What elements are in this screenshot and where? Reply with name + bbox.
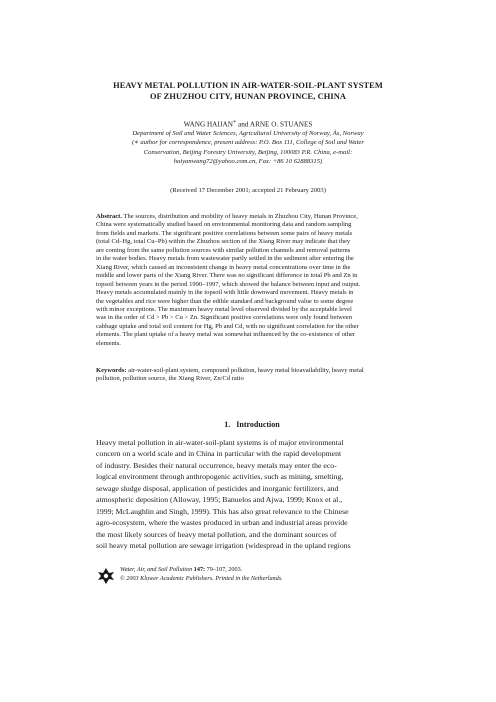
abstract-line: topsoil between years in the period 1990–1997, which showed the balance between input and output. [96,280,361,288]
footer-text [120,566,283,583]
abstract-line: the vegetables and rice were higher than the edible standard and background value to some degree [96,297,354,305]
keywords-line: Keywords: air-water-soil-plant system, compound pollution, heavy metal bioavailability, heavy metal [96,367,364,374]
abstract-line: elements. The plant uptake of a heavy metal was somewhat influenced by the co-existence of other [96,331,356,339]
abstract-line: (total Cd–Hg, total Cu–Pb) within the Zhuzhou section of the Xiang River may indicate that they [96,238,351,246]
paper-title [80,80,416,102]
body-line: 1999; McLaughlin and Singh, 1999). This has also great relevance to the Chinese [96,506,349,516]
section-title: Introduction [236,420,280,429]
abstract-label: Abstract. [96,213,122,220]
body-line: logical environment through anthropogenic activities, such as mining, smelting, [96,472,344,482]
copyright-line: © 2003 Kluwer Academic Publishers. Printed in the Netherlands. [120,574,283,582]
affiliation-line-3: Conservation, Beijing Forestry University, Beijing, 100083 P.R. China, e-mail: [143,148,353,156]
affiliation [90,129,406,166]
journal-volume: 147: [192,566,206,573]
affiliation-line-4: haiyanwang72@yahoo.com.cn, Fax: +86 10 62888315) [173,157,323,165]
affiliation-line-1: Department of Soil and Water Sciences, Agricultural University of Norway, Ås, Norway [132,130,364,137]
body-line: soil heavy metal pollution are sewage irrigation (widespread in the upland regions [96,541,351,551]
abstract-line: with minor exceptions. The maximum heavy metal level observed divided by the acceptable level [96,305,352,313]
abstract-line: Xiang River, which caused an inconsistent change in heavy metal concentrations over time in the [96,263,351,271]
abstract-line: from fields and markets. The significant positive correlations between some pairs of heavy metals [96,229,353,237]
section-number: 1. [224,420,231,429]
received-dates: (Received 17 December 2001; accepted 21 February 2003) [170,187,326,194]
journal-footer [96,566,408,588]
journal-pages: 79–107, 2003. [205,566,243,573]
author-name-1: WANG HAIJAN [183,120,233,129]
journal-name: Water, Air, and Soil Pollution [120,566,193,573]
journal-citation [120,566,283,575]
body-line: concern on a world scale and in China in particular with the rapid development [96,449,342,459]
body-line: atmospheric deposition (Alloway, 1995; Banuelos and Ajwa, 1999; Knox et al., [96,495,343,505]
abstract-line: are coming from the same pollution sources with similar pollution channels and removal patterns [96,246,351,254]
abstract-line: cabbage uptake and total soil content for Hg, Pb and Cd, with no significant correlation for the other [96,322,359,330]
correspondence-marker: ∗ [232,120,237,125]
publisher-logo-icon [96,566,116,586]
abstract-line: Heavy metals accumulated mainly in the topsoil with little downward movement. Heavy metals in [96,289,354,297]
keywords-label: Keywords: [96,367,127,374]
title-line-1: HEAVY METAL POLLUTION IN AIR-WATER-SOIL-PLANT SYSTEM [113,81,383,90]
author-name-2: and ARNE O. STUANES [236,120,313,129]
abstract-line: was in the order of Cd > Pb > Cu > Zn. Significant positive correlations were only found between [96,314,352,322]
keywords [96,367,408,384]
author-list [80,118,416,129]
introduction-text [96,437,408,552]
abstract [96,213,408,348]
title-line-2: OF ZHUZHOU CITY, HUNAN PROVINCE, CHINA [149,92,347,101]
body-line: Heavy metal pollution in air-water-soil-plant systems is of major environmental [96,438,344,447]
body-line: the most likely sources of heavy metal pollution, and the dominant sources of [96,529,337,539]
abstract-line: in the water bodies. Heavy metals from wastewater partly settled in the sediment after entering the [96,255,354,263]
abstract-line: middle and lower parts of the Xiang River. There was no significant difference in total Pb and Zn in [96,272,358,280]
abstract-line: Abstract. The sources, distribution and mobility of heavy metals in Zhuzhou City, Hunan Province, [96,213,358,220]
section-heading [96,420,408,430]
keywords-line: pollution, pollution source, the Xiang River, Zn/Cd ratio [96,375,244,383]
body-line: sewage sludge disposal, application of pesticides and inorganic fertilizers, and [96,483,339,493]
abstract-line: elements. [96,339,121,347]
body-line: of industry. Besides their natural occurrence, heavy metals may enter the eco- [96,460,337,470]
affiliation-line-2: (∗ author for correspondence, present address: P.O. Box 111, College of Soil and Water [132,139,364,147]
abstract-line: China were systematically studied based on environmental monitoring data and random sampling [96,221,352,229]
body-line: agro-ecosystem, where the wastes produced in urban and industrial areas provide [96,518,348,528]
